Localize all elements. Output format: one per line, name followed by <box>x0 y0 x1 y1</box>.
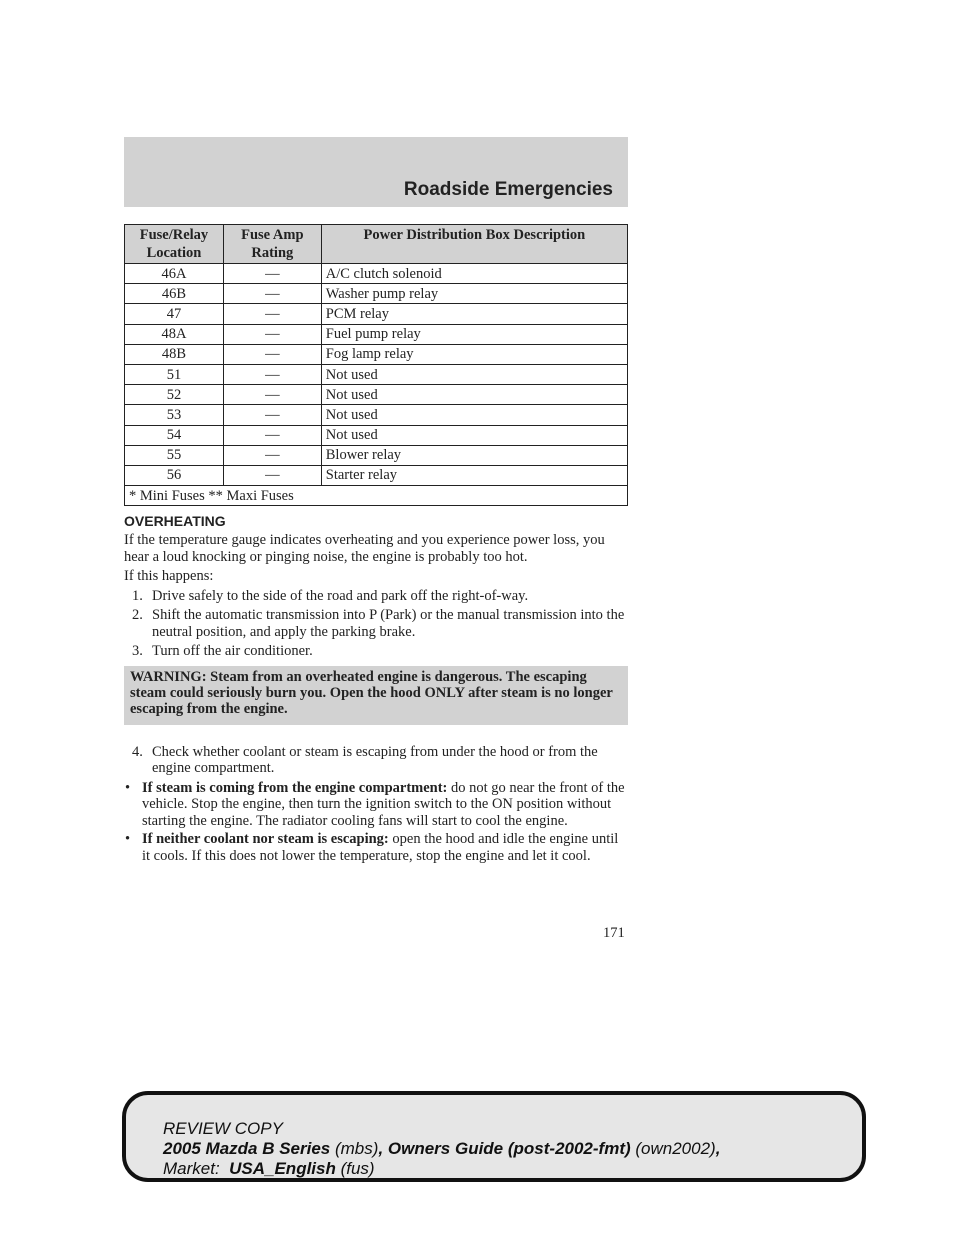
step-number: 2. <box>132 607 143 623</box>
table-row: 46B — Washer pump relay <box>125 284 628 304</box>
table-row: 53 — Not used <box>125 405 628 425</box>
table-row: 51 — Not used <box>125 364 628 384</box>
column-header-description: Power Distribution Box Description <box>321 225 627 264</box>
step-text: Shift the automatic transmission into P (Park) or the manual transmission into the neutral position, and apply the parking brake. <box>152 607 625 640</box>
step-item <box>124 643 628 660</box>
footer-line-3: Market: USA_English (fus) <box>163 1159 375 1178</box>
step-item <box>124 588 628 605</box>
footer-review-copy: REVIEW COPY <box>163 1119 283 1138</box>
step-text: Turn off the air conditioner. <box>152 643 313 659</box>
table-row: 55 — Blower relay <box>125 445 628 465</box>
table-row: 54 — Not used <box>125 425 628 445</box>
column-header-location: Fuse/Relay Location <box>125 225 224 264</box>
overheating-heading: OVERHEATING <box>124 513 226 529</box>
section-header-band <box>124 137 628 207</box>
table-row: 52 — Not used <box>125 385 628 405</box>
step-number: 1. <box>132 587 143 604</box>
bullet-text: open the hood and idle the engine until it cools. If this does not lower the temperature, stop the engine and let it cool. <box>142 831 619 864</box>
review-copy-footer <box>122 1091 866 1182</box>
column-header-amp-rating: Fuse Amp Rating <box>223 225 321 264</box>
step-number: 3. <box>132 643 143 659</box>
step-number: 4. <box>132 743 143 760</box>
bullet-item <box>124 780 628 830</box>
table-row: 48B — Fog lamp relay <box>125 344 628 364</box>
table-row: 56 — Starter relay <box>125 465 628 485</box>
bullet-lead: If neither coolant nor steam is escaping: <box>142 831 389 847</box>
bullet-lead: If steam is coming from the engine compartment: <box>142 779 448 796</box>
bullet-text: do not go near the front of the vehicle. Stop the engine, then turn the ignition switch to the ON position without starting the engine. The radiator cooling fans will start to cool the engine. <box>142 779 625 829</box>
table-row: 47 — PCM relay <box>125 304 628 324</box>
overheating-section <box>124 513 628 866</box>
footer-line-2: 2005 Mazda B Series (mbs), Owners Guide (post-2002-fmt) (own2002), <box>163 1139 721 1158</box>
footer-text <box>163 1119 720 1179</box>
step-text: Drive safely to the side of the road and park off the right-of-way. <box>152 587 529 604</box>
section-title: Roadside Emergencies <box>403 179 613 200</box>
step-item <box>124 607 628 640</box>
warning-box: WARNING: Steam from an overheated engine is dangerous. The escaping steam could seriously burn you. Open the hood ONLY after steam is no longer escaping from the engine. <box>124 666 628 725</box>
page-number: 171 <box>603 925 625 941</box>
if-this-happens: If this happens: <box>124 568 214 584</box>
overheating-intro: If the temperature gauge indicates overheating and you experience power loss, you hear a loud knocking or pinging noise, the engine is probably too hot. <box>124 532 605 565</box>
bullet-icon: • <box>125 831 131 847</box>
table-header-row <box>125 225 628 264</box>
table-row: 46A — A/C clutch solenoid <box>125 264 628 284</box>
step-text: Check whether coolant or steam is escaping from under the hood or from the engine compartment. <box>152 743 598 776</box>
fuse-table <box>124 224 628 506</box>
table-footnote: * Mini Fuses ** Maxi Fuses <box>125 486 628 506</box>
bullet-icon: • <box>125 779 131 796</box>
step-item <box>124 744 628 777</box>
table-footnote-row <box>125 486 628 506</box>
table-row: 48A — Fuel pump relay <box>125 324 628 344</box>
bullet-item <box>124 831 628 864</box>
